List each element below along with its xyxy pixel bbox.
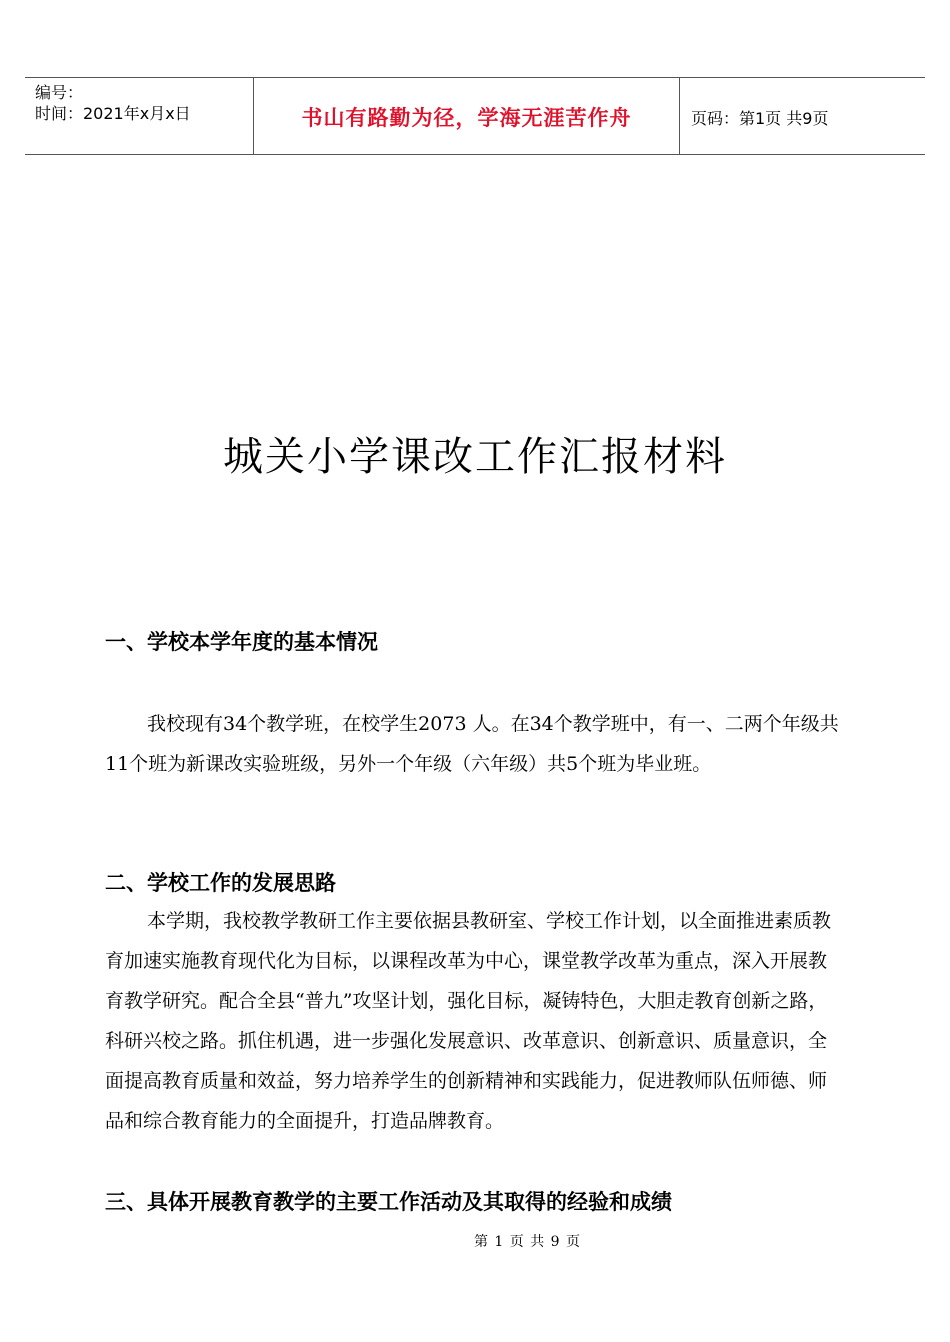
page-footer: 第 1 页 共 9 页 [473,1234,582,1250]
header-meta [35,82,191,124]
document-time-label: 时间：2021年x月x日 [35,104,191,123]
section-heading-1: 一、学校本学年度的基本情况 [105,630,378,654]
page-header [25,77,925,155]
header-page-info: 页码：第1页 共9页 [691,109,829,128]
section-heading-2: 二、学校工作的发展思路 [105,871,336,895]
section-paragraph-1: 我校现有34个教学班，在校学生2073 人。在34个教学班中，有一、二两个年级共11个班为新课改实验班级，另外一个年级（六年级）共5个班为毕业班。 [105,713,839,775]
header-divider [679,78,680,155]
document-number-label: 编号： [35,83,84,102]
section-heading-3: 三、具体开展教育教学的主要工作活动及其取得的经验和成绩 [105,1190,672,1214]
document-title: 城关小学课改工作汇报材料 [223,434,727,480]
header-motto: 书山有路勤为径，学海无涯苦作舟 [301,106,632,130]
section-paragraph-2: 本学期，我校教学教研工作主要依据县教研室、学校工作计划，以全面推进素质教育加速实施教育现代化为目标，以课程改革为中心，课堂教学改革为重点，深入开展教育教学研究。配合全县“普九”攻坚计划，强化目标，凝铸特色，大胆走教育创新之路，科研兴校之路。抓住机遇，进一步强化发展意识、改革意识、创新意识、质量意识，全面提高教育质量和效益，努力培养学生的创新精神和实践能力，促进教师队伍师德、师品和综合教育能力的全面提升，打造品牌教育。 [105,910,832,1132]
